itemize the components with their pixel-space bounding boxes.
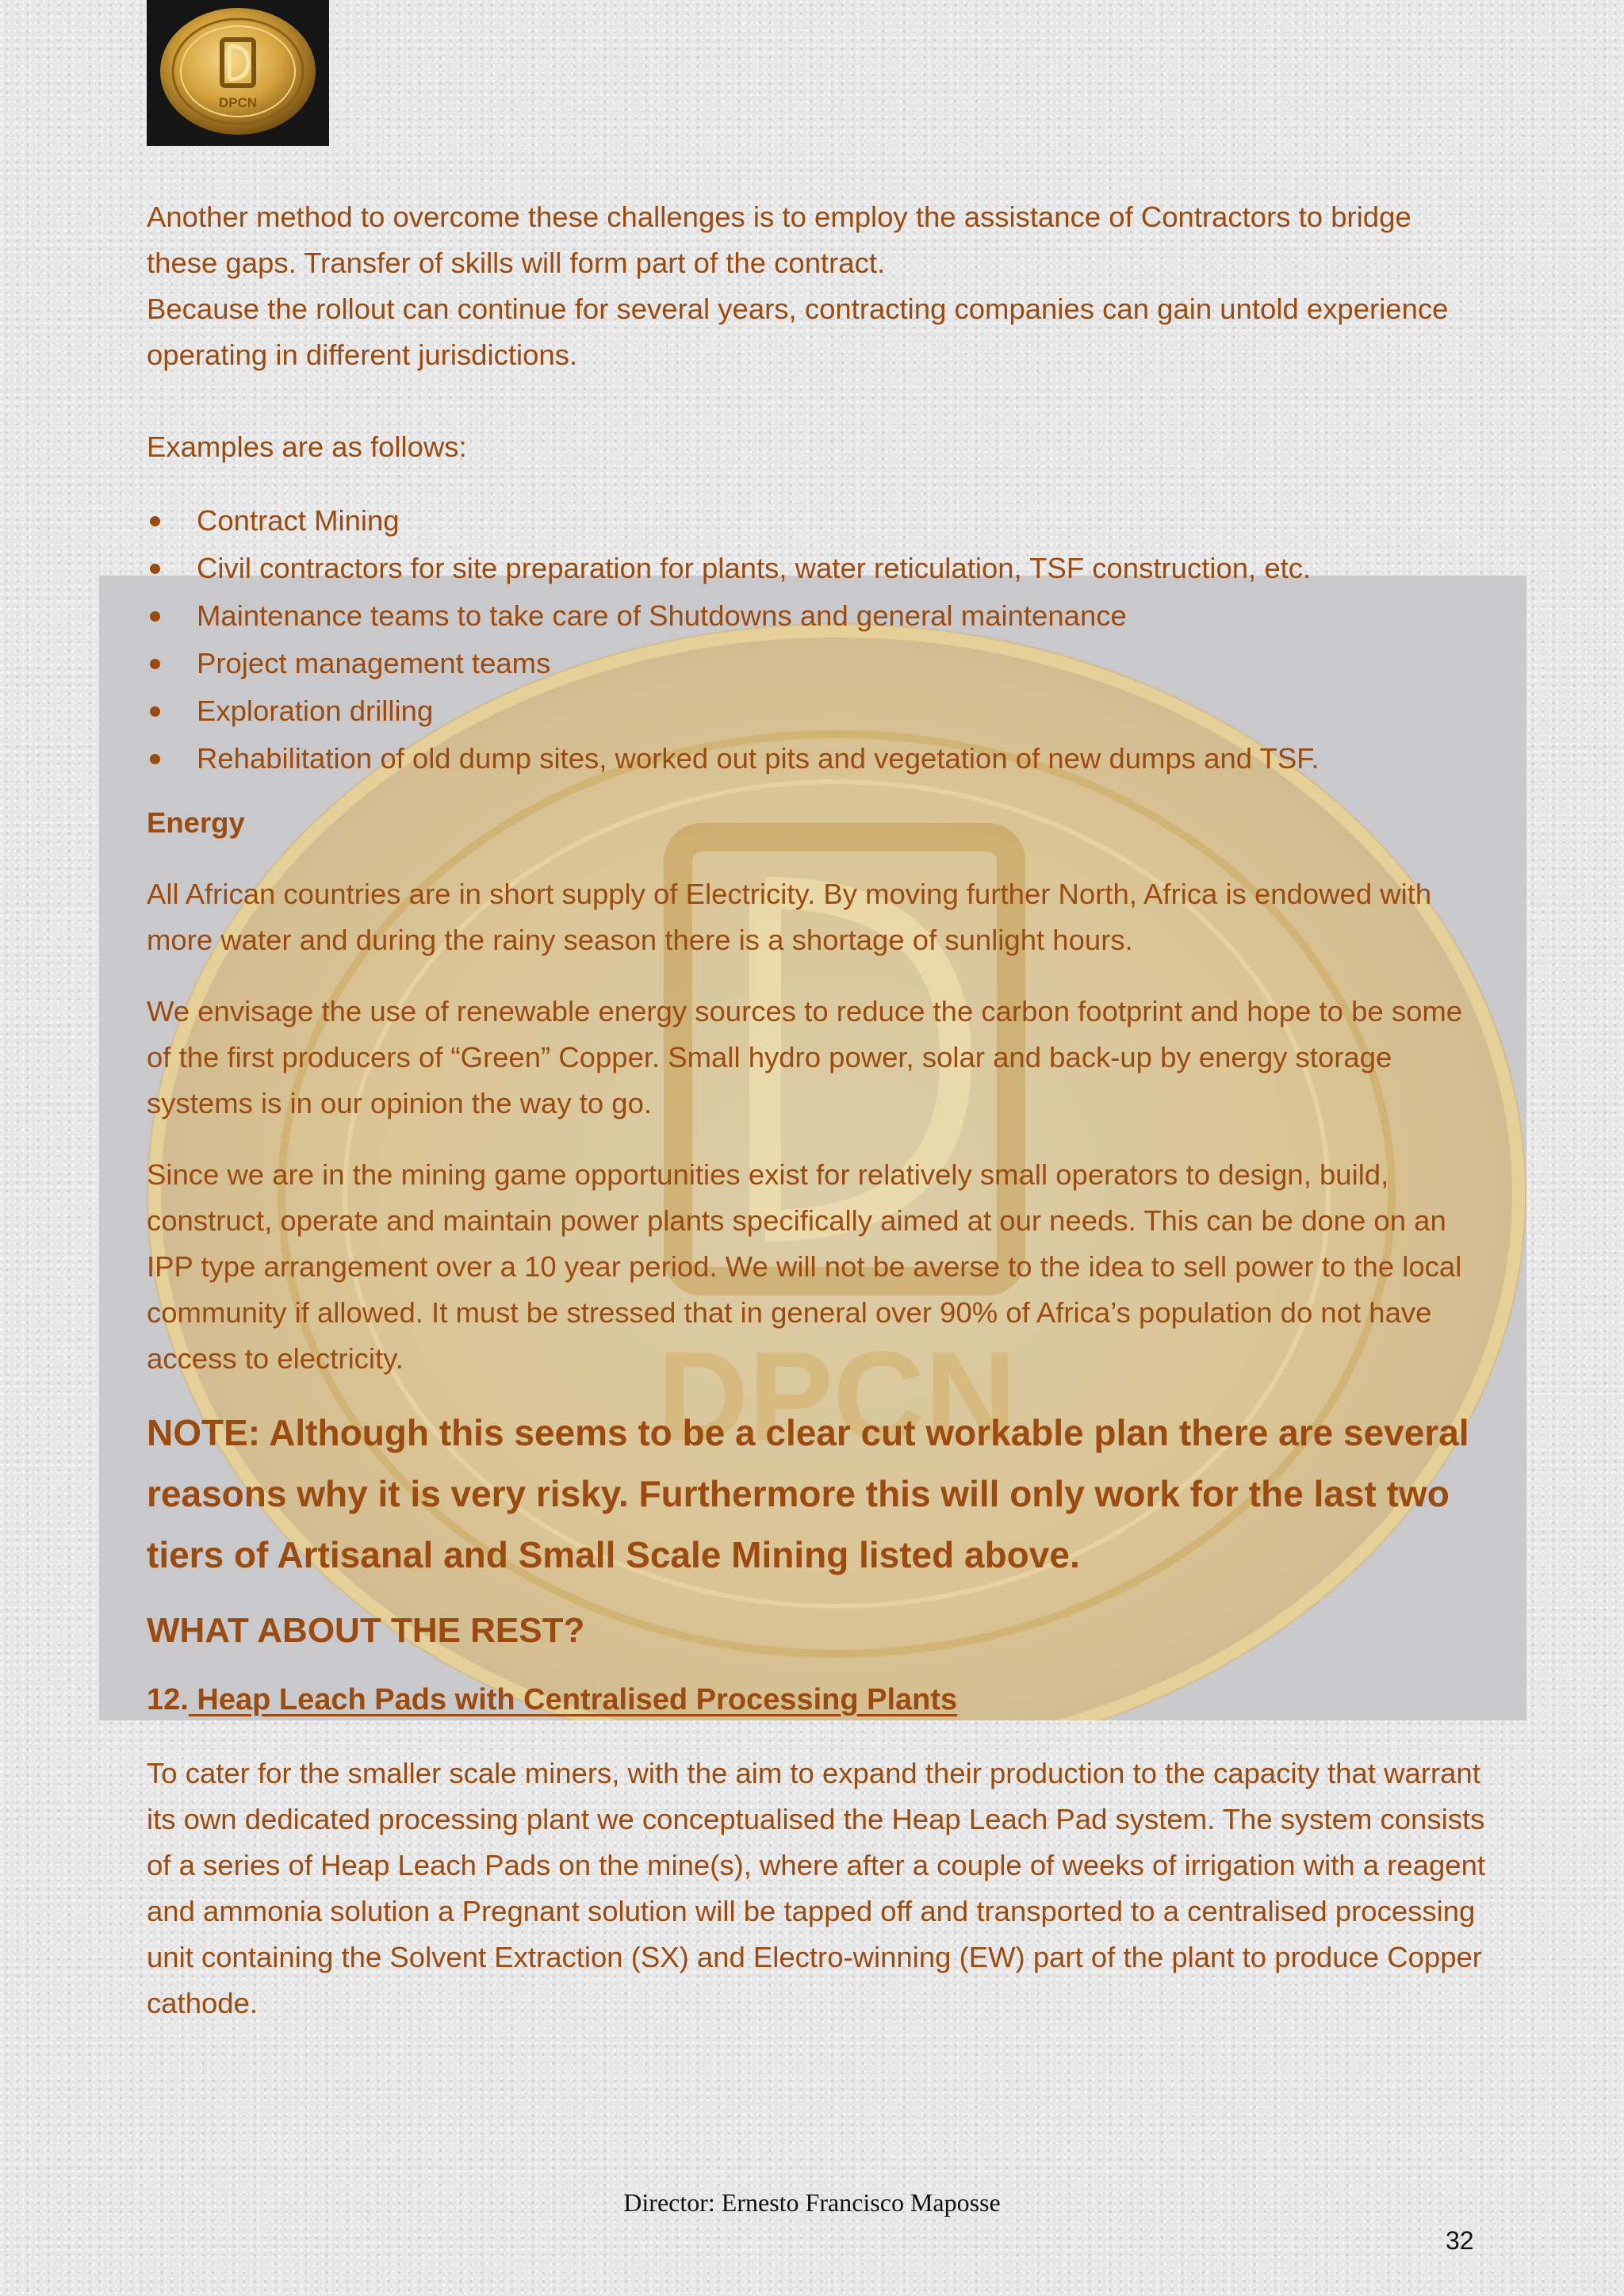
energy-paragraph-1: All African countries are in short supply of Electricity. By moving further North, Africa is endowed with more water and during the rainy season there is a shortage of sunlight hours.	[147, 878, 1432, 956]
bullet-icon	[150, 564, 160, 574]
energy-paragraph-3: Since we are in the mining game opportunities exist for relatively small operators to design, build, construct, operate and maintain power plants specifically aimed at our needs. This can be done on an IPP type arrangement over a 10 year period. We will not be averse to the idea to sell power to the local community if allowed. It must be stressed that in general over 90% of Africa’s population do not have access to electricity.	[147, 1158, 1462, 1375]
bullet-icon	[150, 516, 160, 526]
list-item-text: Project management teams	[197, 647, 551, 679]
list-item	[147, 592, 1487, 640]
bullet-icon	[150, 706, 160, 717]
intro-paragraph-2: Because the rollout can continue for several years, contracting companies can gain untold experience operating in different jurisdictions.	[147, 293, 1449, 371]
logo-text: DPCN	[218, 95, 258, 110]
rest-heading: WHAT ABOUT THE REST?	[147, 1611, 585, 1650]
section-12-heading	[147, 1674, 1487, 1725]
intro-paragraph-1: Another method to overcome these challenges is to employ the assistance of Contractors to bridge these gaps. Transfer of skills will form part of the contract.	[147, 201, 1411, 279]
list-item	[147, 687, 1487, 735]
list-item	[147, 545, 1487, 592]
list-item-text: Contract Mining	[197, 504, 400, 537]
list-item-text: Exploration drilling	[197, 695, 434, 727]
bullet-icon	[150, 754, 160, 764]
list-item	[147, 735, 1487, 783]
watermark-text: DPCN	[657, 1325, 1017, 1467]
list-item	[147, 640, 1487, 687]
note-callout: NOTE: Although this seems to be a clear cut workable plan there are several reasons why it is very risky. Furthermore this will only work for the last two tiers of Artisanal and Small Scale Mining listed above.	[147, 1412, 1469, 1575]
section-12-body: To cater for the smaller scale miners, with the aim to expand their production to the capacity that warrant its own dedicated processing plant we conceptualised the Heap Leach Pad system. The system consists of a series of Heap Leach Pads on the mine(s), where after a couple of weeks of irrigation with a reagent and ammonia solution a Pregnant solution will be tapped off and transported to a centralised processing unit containing the Solvent Extraction (SX) and Electro-winning (EW) part of the plant to produce Copper cathode.	[147, 1757, 1486, 2019]
bullet-icon	[150, 659, 160, 669]
gold-coin-logo-icon	[147, 0, 329, 146]
list-item-text: Civil contractors for site preparation for plants, water reticulation, TSF construction, etc.	[197, 552, 1312, 584]
document-body	[147, 194, 1487, 2026]
examples-list	[147, 497, 1487, 783]
list-item-text: Rehabilitation of old dump sites, worked out pits and vegetation of new dumps and TSF.	[197, 742, 1320, 775]
examples-heading: Examples are as follows:	[147, 430, 467, 463]
bullet-icon	[150, 611, 160, 622]
footer-director: Director: Ernesto Francisco Maposse	[623, 2188, 1001, 2217]
list-item	[147, 497, 1487, 545]
energy-heading: Energy	[147, 806, 245, 839]
list-item-text: Maintenance teams to take care of Shutdowns and general maintenance	[197, 599, 1127, 632]
company-logo	[147, 0, 329, 146]
energy-paragraph-2: We envisage the use of renewable energy sources to reduce the carbon footprint and hope to be some of the first producers of “Green” Copper. Small hydro power, solar and back-up by energy storage systems is in our opinion the way to go.	[147, 995, 1463, 1119]
section-title: Heap Leach Pads with Centralised Processing Plants	[188, 1683, 958, 1716]
section-number: 12.	[147, 1683, 189, 1716]
page-number: 32	[1446, 2226, 1474, 2255]
